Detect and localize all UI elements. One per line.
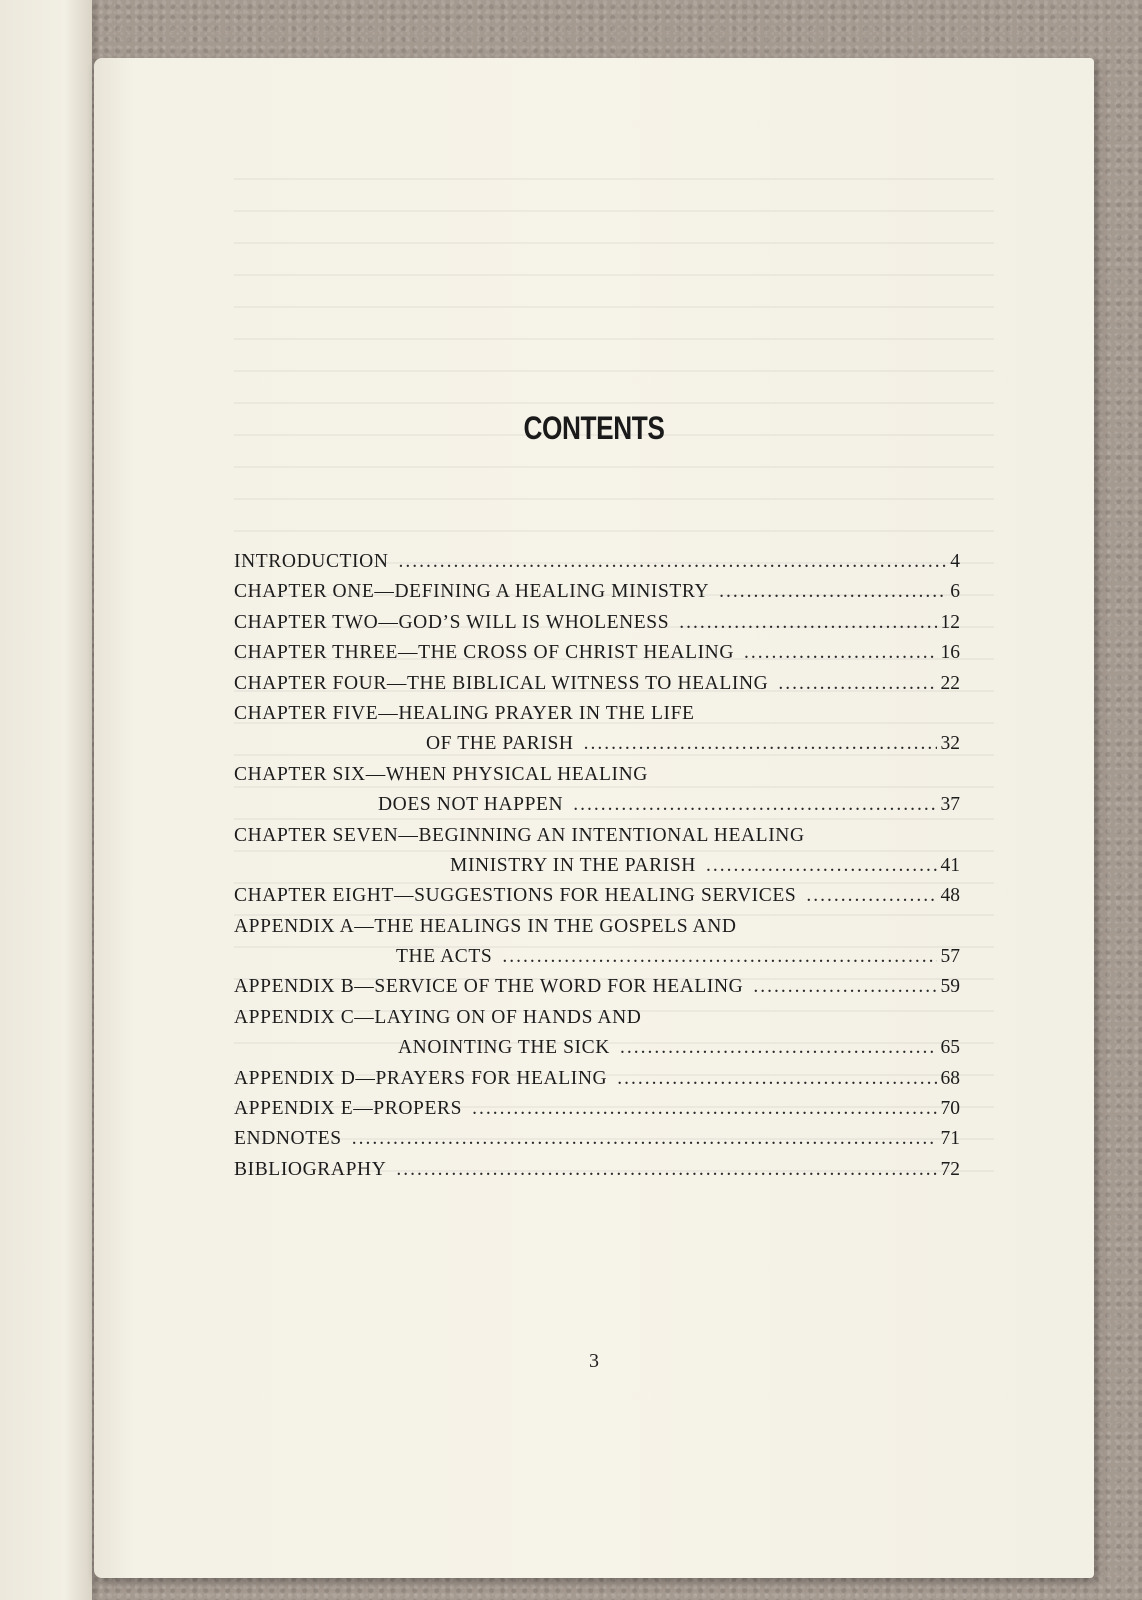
toc-entry-endnotes xyxy=(234,1128,960,1158)
dot-leader xyxy=(617,1068,936,1090)
toc-entry-appendix-c xyxy=(234,1007,960,1037)
toc-entry-page: 70 xyxy=(940,1098,960,1120)
toc-entry-appendix-a-cont xyxy=(234,946,960,976)
toc-entry-page: 37 xyxy=(940,794,960,816)
toc-entry-label: ANOINTING THE SICK xyxy=(398,1037,610,1059)
table-of-contents xyxy=(234,551,960,1189)
toc-entry-label: APPENDIX A—THE HEALINGS IN THE GOSPELS AND xyxy=(234,915,737,937)
toc-entry-label: OF THE PARISH xyxy=(426,733,574,755)
toc-entry-page: 65 xyxy=(940,1037,960,1059)
dot-leader xyxy=(806,885,936,907)
toc-entry-label: CHAPTER SEVEN—BEGINNING AN INTENTIONAL HEALING xyxy=(234,824,805,846)
toc-entry-label: CHAPTER THREE—THE CROSS OF CHRIST HEALING xyxy=(234,642,735,664)
dot-leader xyxy=(744,642,936,664)
toc-entry-chapter-six xyxy=(234,764,960,794)
toc-entry-label: THE ACTS xyxy=(396,946,493,968)
dot-leader xyxy=(719,581,946,603)
toc-entry-page: 12 xyxy=(940,611,960,633)
dot-leader xyxy=(753,976,936,998)
toc-entry-label: INTRODUCTION xyxy=(234,551,389,572)
dot-leader xyxy=(706,855,937,877)
toc-entry-chapter-four xyxy=(234,673,960,703)
toc-entry-appendix-c-cont xyxy=(234,1037,960,1067)
dot-leader xyxy=(778,673,936,695)
toc-entry-page: 48 xyxy=(940,885,960,907)
toc-entry-chapter-one xyxy=(234,581,960,611)
toc-entry-appendix-d xyxy=(234,1068,960,1098)
toc-entry-page: 4 xyxy=(950,551,960,572)
toc-entry-page: 41 xyxy=(940,854,960,876)
toc-entry-chapter-eight xyxy=(234,885,960,915)
toc-entry-chapter-five xyxy=(234,703,960,733)
toc-entry-page: 6 xyxy=(950,581,960,603)
toc-entry-label: CHAPTER EIGHT—SUGGESTIONS FOR HEALING SERVICES xyxy=(234,885,797,907)
toc-entry-page: 57 xyxy=(940,946,960,968)
toc-entry-chapter-three xyxy=(234,642,960,672)
toc-entry-label: CHAPTER FOUR—THE BIBLICAL WITNESS TO HEALING xyxy=(234,672,769,694)
toc-entry-label: CHAPTER TWO—GOD’S WILL IS WHOLENESS xyxy=(234,611,670,633)
dot-leader xyxy=(502,946,936,968)
dot-leader xyxy=(573,794,936,816)
toc-entry-chapter-six-cont xyxy=(234,794,960,824)
toc-entry-introduction xyxy=(234,551,960,581)
toc-entry-chapter-seven-cont xyxy=(234,855,960,885)
toc-entry-page: 59 xyxy=(940,976,960,998)
toc-entry-label: CHAPTER SIX—WHEN PHYSICAL HEALING xyxy=(234,763,648,785)
toc-entry-appendix-b xyxy=(234,976,960,1006)
toc-entry-page: 71 xyxy=(940,1128,960,1150)
toc-entry-appendix-e xyxy=(234,1098,960,1128)
contents-heading: CONTENTS xyxy=(523,410,665,446)
dot-leader xyxy=(620,1037,937,1059)
toc-entry-chapter-seven xyxy=(234,825,960,855)
toc-entry-label: CHAPTER ONE—DEFINING A HEALING MINISTRY xyxy=(234,581,710,603)
toc-entry-page: 72 xyxy=(940,1158,960,1180)
toc-entry-page: 32 xyxy=(940,733,960,755)
toc-entry-label: BIBLIOGRAPHY xyxy=(234,1158,387,1180)
toc-entry-page: 16 xyxy=(940,642,960,664)
dot-leader xyxy=(396,1159,936,1181)
toc-entry-label: APPENDIX C—LAYING ON OF HANDS AND xyxy=(234,1006,642,1028)
facing-page-edge xyxy=(0,0,92,1600)
dot-leader xyxy=(399,551,947,573)
book-page xyxy=(94,58,1094,1578)
toc-entry-page: 68 xyxy=(940,1067,960,1089)
dot-leader xyxy=(472,1098,936,1120)
dot-leader xyxy=(584,733,937,755)
toc-entry-label: APPENDIX D—PRAYERS FOR HEALING xyxy=(234,1067,608,1089)
toc-entry-label: ENDNOTES xyxy=(234,1128,342,1150)
toc-entry-chapter-two xyxy=(234,612,960,642)
page-number: 3 xyxy=(589,1350,599,1372)
toc-entry-label: DOES NOT HAPPEN xyxy=(378,794,564,816)
toc-entry-label: CHAPTER FIVE—HEALING PRAYER IN THE LIFE xyxy=(234,702,695,724)
toc-entry-page: 22 xyxy=(940,672,960,694)
toc-entry-bibliography xyxy=(234,1159,960,1189)
dot-leader xyxy=(352,1128,937,1150)
toc-entry-chapter-five-cont xyxy=(234,733,960,763)
toc-entry-label: MINISTRY IN THE PARISH xyxy=(450,854,696,876)
toc-entry-label: APPENDIX E—PROPERS xyxy=(234,1098,463,1120)
dot-leader xyxy=(679,612,936,634)
toc-entry-appendix-a xyxy=(234,916,960,946)
toc-entry-label: APPENDIX B—SERVICE OF THE WORD FOR HEALING xyxy=(234,976,744,998)
